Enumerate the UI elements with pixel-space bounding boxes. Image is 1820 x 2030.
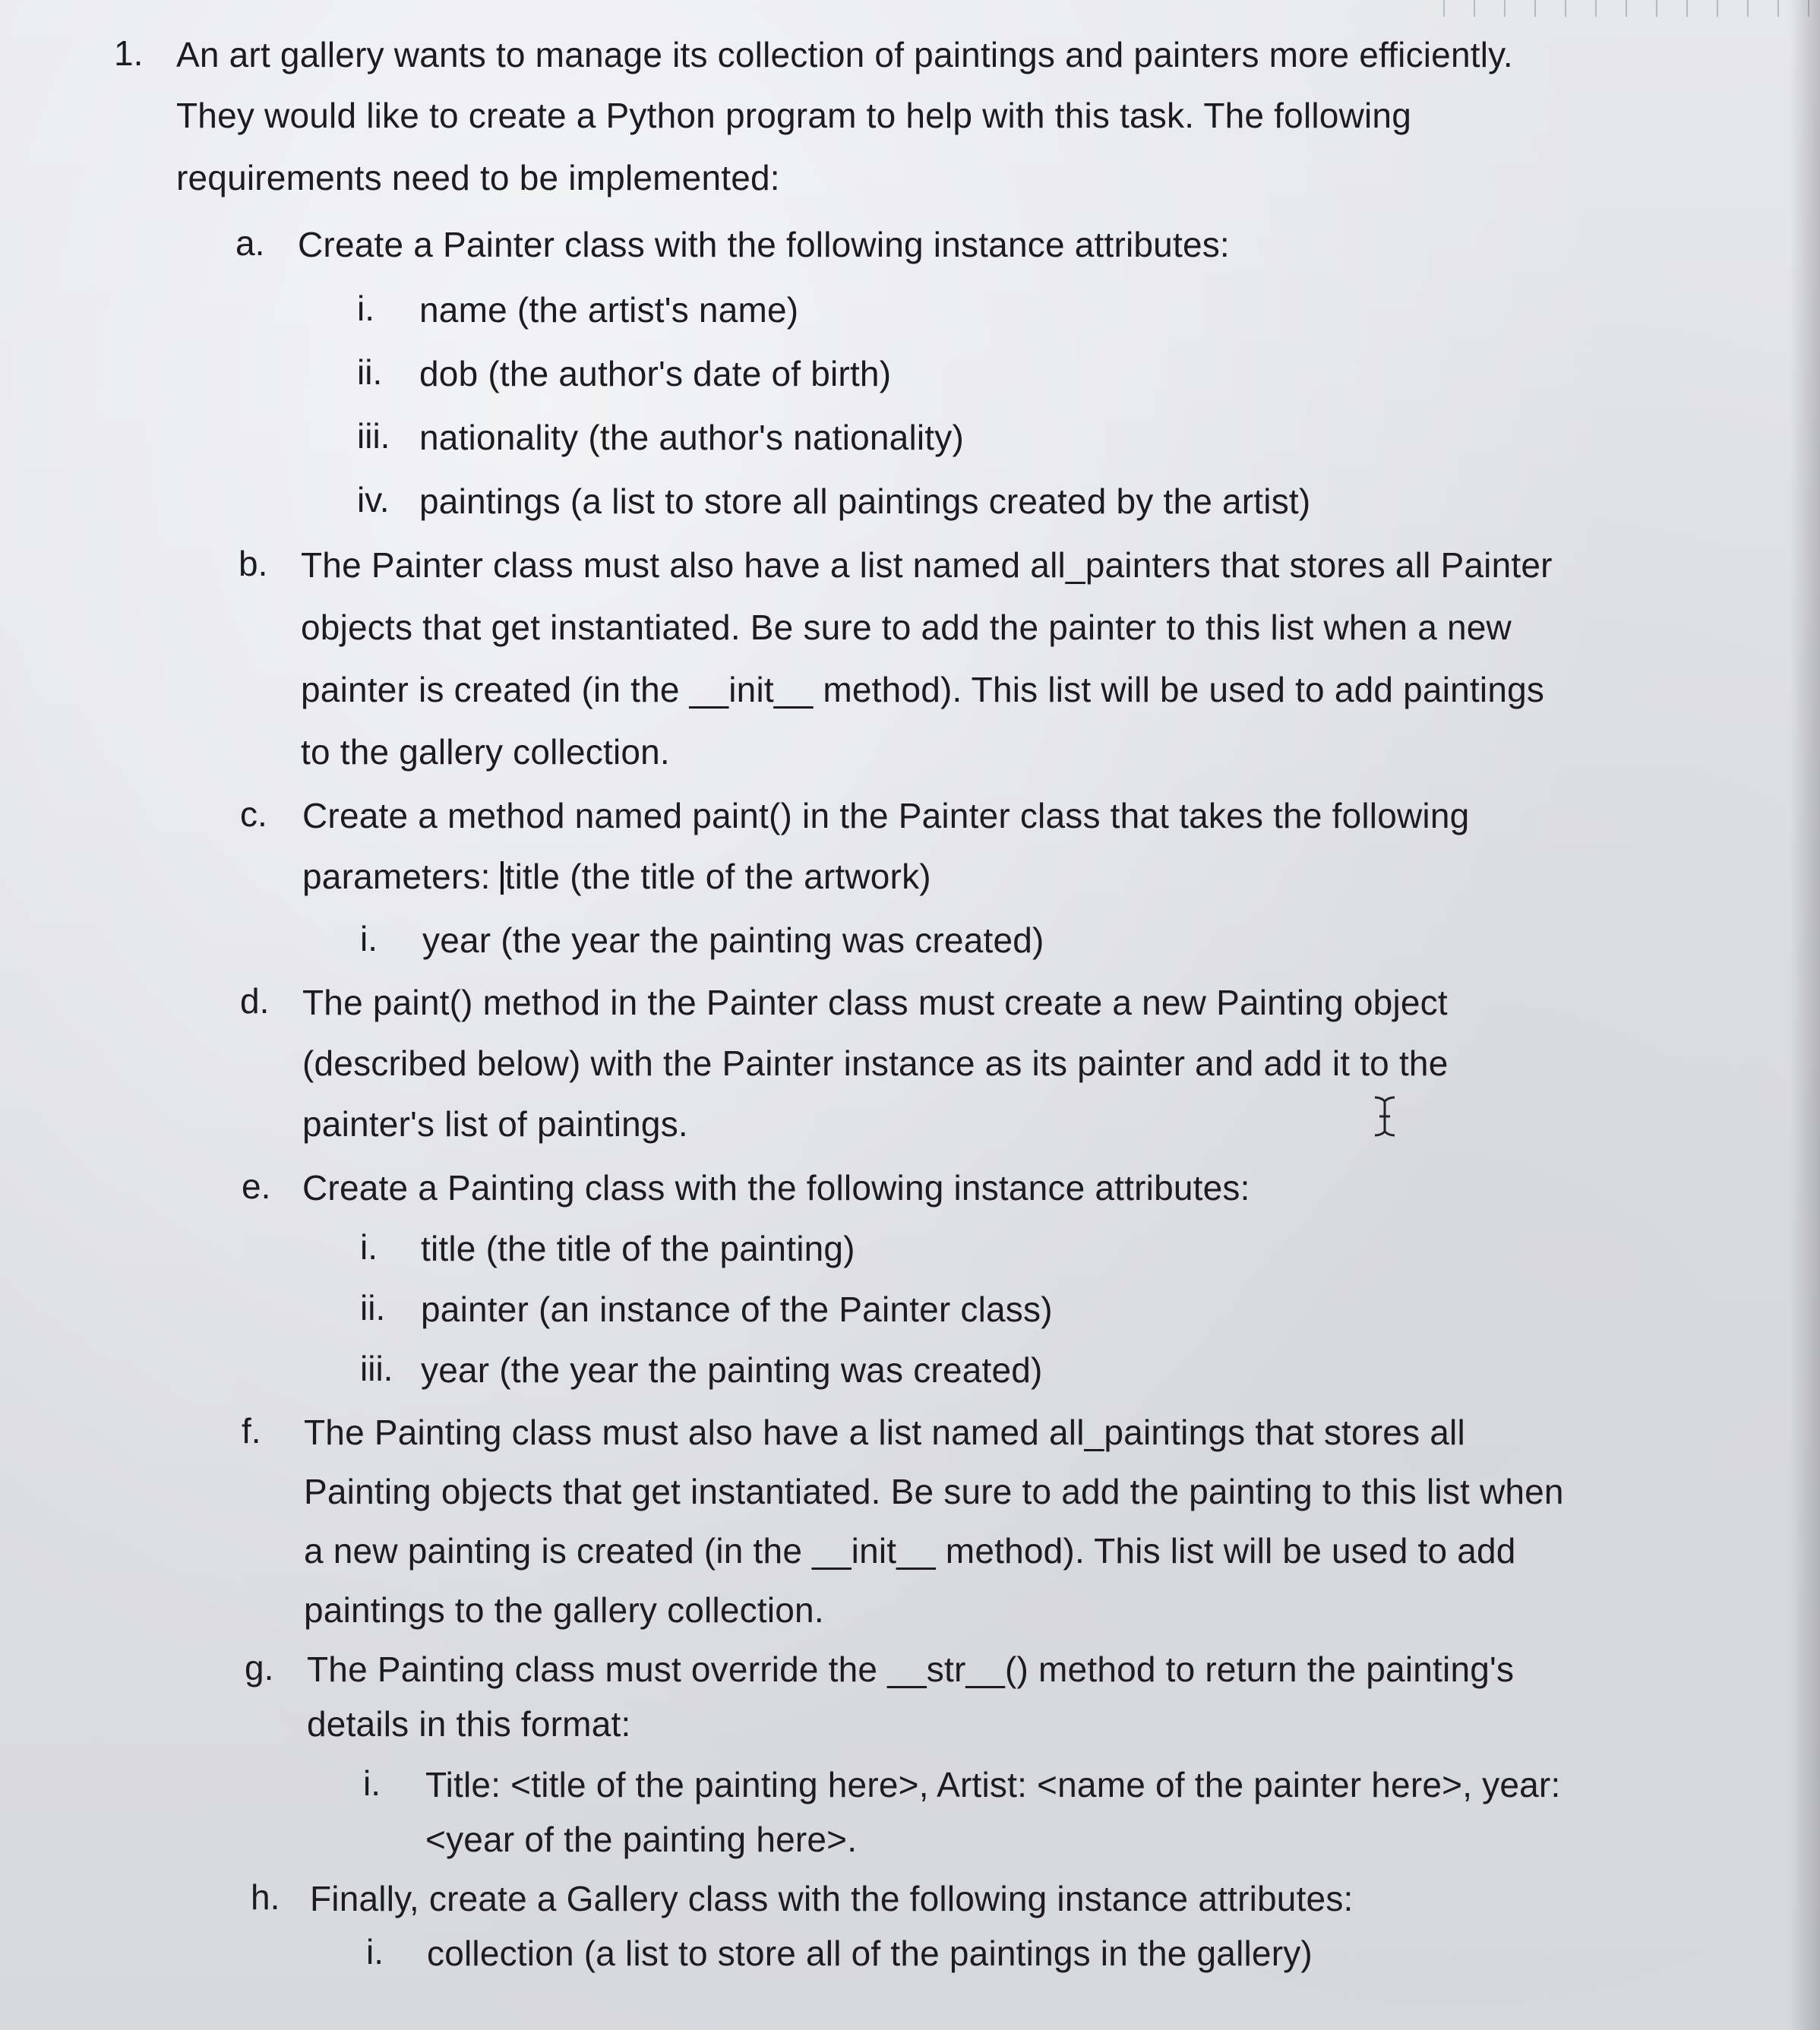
item-g-sub-1-line-2: <year of the painting here>.: [425, 1820, 858, 1859]
item-a-sub-3-marker: iii.: [357, 416, 390, 456]
item-d-line-2: (described below) with the Painter instance as its painter and add it to the: [302, 1043, 1449, 1083]
item-g-marker: g.: [245, 1648, 274, 1687]
item-d-line-1: The paint() method in the Painter class must create a new Painting object: [302, 983, 1448, 1022]
item-a-sub-2-text: dob (the author's date of birth): [419, 354, 892, 393]
item-b-line-1: The Painter class must also have a list named all_painters that stores all Painter: [301, 545, 1553, 585]
item-f-line-4: paintings to the gallery collection.: [304, 1590, 824, 1630]
item-a-sub-1-marker: i.: [357, 289, 374, 328]
item-g-sub-1-line-1: Title: <title of the painting here>, Artist: <name of the painter here>, year:: [425, 1765, 1561, 1804]
item-c-marker: c.: [240, 794, 267, 834]
item-e-sub-1-marker: i.: [360, 1227, 378, 1267]
item-h-sub-1-marker: i.: [366, 1932, 384, 1972]
item-g-sub-1-marker: i.: [363, 1763, 381, 1803]
item-b-line-2: objects that get instantiated. Be sure to add the painter to this list when a new: [301, 608, 1512, 647]
item-c-line-2: [302, 854, 931, 899]
item-g-line-2: details in this format:: [307, 1704, 631, 1744]
item-c-line-1: Create a method named paint() in the Painter class that takes the following: [302, 796, 1470, 835]
item-a-marker: a.: [235, 223, 265, 263]
item-e-marker: e.: [242, 1167, 271, 1206]
item-e-sub-3-marker: iii.: [360, 1349, 393, 1388]
item-f-line-2: Painting objects that get instantiated. Be sure to add the painting to this list when: [304, 1472, 1564, 1511]
item-a-sub-4-marker: iv.: [357, 480, 390, 519]
item-f-marker: f.: [242, 1411, 261, 1451]
item-c-line-2-rest: title (the title of the artwork): [504, 857, 931, 896]
item-e-line-1: Create a Painting class with the following instance attributes:: [302, 1168, 1250, 1208]
ruler-edge: [1443, 0, 1820, 17]
item-h-sub-1-text: collection (a list to store all of the paintings in the gallery): [427, 1934, 1313, 1973]
ibeam-cursor-icon: [1372, 1095, 1398, 1138]
item-f-line-1: The Painting class must also have a list named all_paintings that stores all: [304, 1413, 1465, 1452]
item-a-sub-3-text: nationality (the author's nationality): [419, 418, 965, 457]
intro-line-2: They would like to create a Python program to help with this task. The following: [176, 96, 1411, 135]
item-b-marker: b.: [239, 544, 268, 583]
item-c-sub-1-text: year (the year the painting was created): [422, 920, 1044, 960]
item-b-line-3: painter is created (in the __init__ method). This list will be used to add paintings: [301, 670, 1545, 709]
item-a-sub-2-marker: ii.: [357, 352, 383, 392]
item-a-line-1: Create a Painter class with the following instance attributes:: [298, 225, 1230, 264]
item-e-sub-1-text: title (the title of the painting): [421, 1229, 855, 1268]
item-e-sub-2-text: painter (an instance of the Painter class): [421, 1290, 1053, 1329]
item-e-sub-2-marker: ii.: [360, 1288, 386, 1328]
item-a-sub-4-text: paintings (a list to store all paintings created by the artist): [419, 481, 1311, 521]
item-a-sub-1-text: name (the artist's name): [419, 290, 799, 330]
item-d-line-3: painter's list of paintings.: [302, 1104, 688, 1144]
item-g-line-1: The Painting class must override the __str__() method to return the painting's: [307, 1650, 1515, 1689]
item-h-marker: h.: [251, 1877, 280, 1917]
item-c-sub-1-marker: i.: [360, 919, 378, 958]
item-b-line-4: to the gallery collection.: [301, 732, 670, 772]
intro-line-1: An art gallery wants to manage its collection of paintings and painters more efficiently.: [176, 35, 1513, 74]
question-number: 1.: [114, 33, 144, 73]
item-c-line-2-lead: parameters:: [302, 857, 501, 896]
item-f-line-3: a new painting is created (in the __init__ method). This list will be used to add: [304, 1531, 1516, 1571]
item-e-sub-3-text: year (the year the painting was created): [421, 1350, 1043, 1390]
item-h-line-1: Finally, create a Gallery class with the following instance attributes:: [310, 1879, 1354, 1918]
page-edge-shadow: [1790, 0, 1820, 2030]
text-cursor-icon: [501, 861, 504, 895]
intro-line-3: requirements need to be implemented:: [176, 158, 780, 197]
item-d-marker: d.: [240, 981, 270, 1021]
